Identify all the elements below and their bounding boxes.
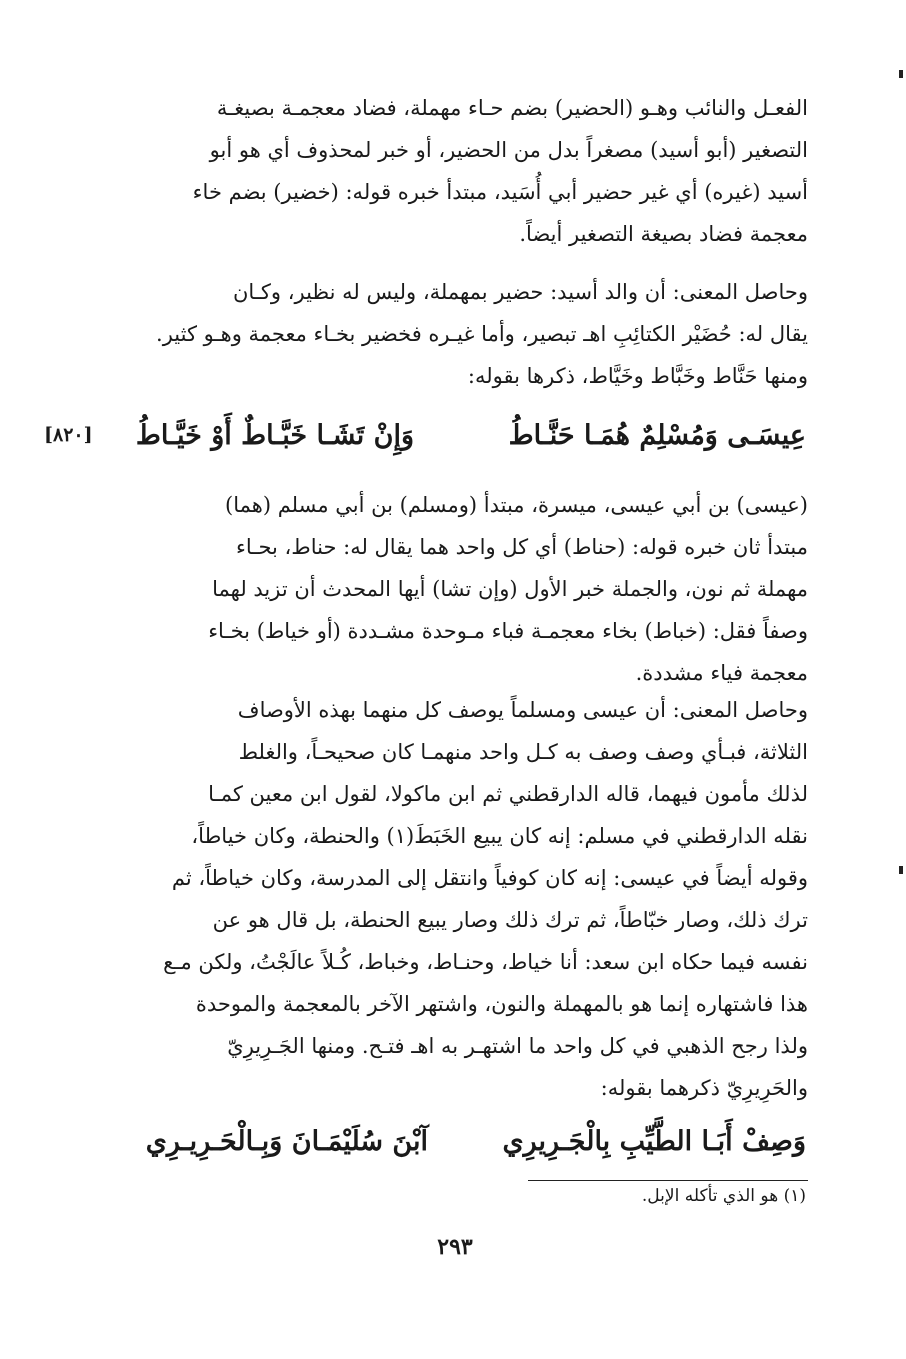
scan-mark <box>899 70 903 78</box>
verse-2-right-hemistich: وَصِفْ أَبَـا الطَّيِّبِ بِالْجَـرِيرِي <box>502 1126 806 1157</box>
text-line: نقله الدارقطني في مسلم: إنه كان يبيع الخَبَطَ(١) والحنطة، وكان خياطاً، <box>191 824 808 848</box>
text-line: التصغير (أبو أسيد) مصغراً بدل من الحضير، أو خبر لمحذوف أي هو أبو <box>209 138 808 162</box>
text-line: أسيد (غيره) أي غير حضير أبي أُسَيد، مبتدأ خبره قوله: (خضير) بضم خاء <box>192 180 808 204</box>
footnote-divider <box>528 1180 808 1181</box>
text-line: وحاصل المعنى: أن والد أسيد: حضير بمهملة، وليس له نظير، وكـان <box>232 280 808 304</box>
text-line: وقوله أيضاً في عيسى: إنه كان كوفياً وانتقل إلى المدرسة، وكان خياطاً، ثم <box>171 866 808 890</box>
verse-820-left-hemistich: وَإِنْ تَشَـا خَبَّـاطٌ أَوْ خَيَّـاطُ <box>135 420 414 451</box>
text-line: هذا فاشتهاره إنما هو بالمهملة والنون، واشتهر الآخر بالمعجمة والموحدة <box>195 992 808 1016</box>
text-line: الثلاثة، فبـأي وصف وصف به كـل واحد منهمـا كان صحيحـاً، والغلط <box>238 740 808 764</box>
verse-number: [٨٢٠] <box>44 424 93 446</box>
page-number: ٢٩٣ <box>437 1234 473 1260</box>
paragraph-2 <box>100 271 808 397</box>
paragraph-4 <box>100 689 808 1109</box>
text-line: والحَرِيرِيّ ذكرهما بقوله: <box>600 1076 808 1100</box>
text-line: نفسه فيما حكاه ابن سعد: أنا خياط، وحنـاط، وخباط، كُـلاً عالَجْتُ، ولكن مـع <box>163 950 808 974</box>
text-line: ولذا رجح الذهبي في كل واحد ما اشتهـر به اهـ فتـح. ومنها الجَـرِيرِيّ <box>227 1034 808 1058</box>
text-line: وحاصل المعنى: أن عيسى ومسلماً يوصف كل منهما بهذه الأوصاف <box>237 698 808 722</box>
verse-820-right-hemistich: عِيسَـى وَمُسْلِمٌ هُمَـا حَنَّـاطُ <box>508 420 806 451</box>
footnote: (١) هو الذي تأكله الإبل. <box>641 1186 806 1206</box>
text-line: ومنها حَنَّاط وخَبَّاط وخَيَّاط، ذكرها بقوله: <box>467 364 808 388</box>
text-line: لذلك مأمون فيهما، قاله الدارقطني ثم ابن ماكولا، لقول ابن معين كمـا <box>208 782 808 806</box>
text-line: معجمة فياء مشددة. <box>635 661 808 685</box>
paragraph-3 <box>100 484 808 694</box>
verse-2-left-hemistich: آبْنَ سُلَيْمَـانَ وَبِـالْحَـرِيـرِي <box>145 1126 428 1157</box>
scan-mark <box>899 866 903 874</box>
text-line: وصفاً فقل: (خباط) بخاء معجمـة فباء مـوحدة مشـددة (أو خياط) بخـاء <box>208 619 808 643</box>
text-line: مهملة ثم نون، والجملة خبر الأول (وإن تشا) أيها المحدث أن تزيد لهما <box>212 577 808 601</box>
text-line: معجمة فضاد بصيغة التصغير أيضاً. <box>519 222 808 246</box>
text-line: مبتدأ ثان خبره قوله: (حناط) أي كل واحد هما يقال له: حناط، بحـاء <box>236 535 808 559</box>
text-line: يقال له: حُضَيْر الكتائِبِ اهـ تبصير، وأما غيـره فخضير بخـاء معجمة وهـو كثير. <box>156 322 808 346</box>
text-line: الفعـل والنائب وهـو (الحضير) بضم حـاء مهملة، فضاد معجمـة بصيغـة <box>216 96 808 120</box>
paragraph-1 <box>100 87 808 255</box>
text-line: (عيسى) بن أبي عيسى، ميسرة، مبتدأ (ومسلم) بن أبي مسلم (هما) <box>225 493 808 517</box>
text-line: ترك ذلك، وصار خبّاطاً، ثم ترك ذلك وصار يبيع الحنطة، بل قال هو عن <box>212 908 808 932</box>
